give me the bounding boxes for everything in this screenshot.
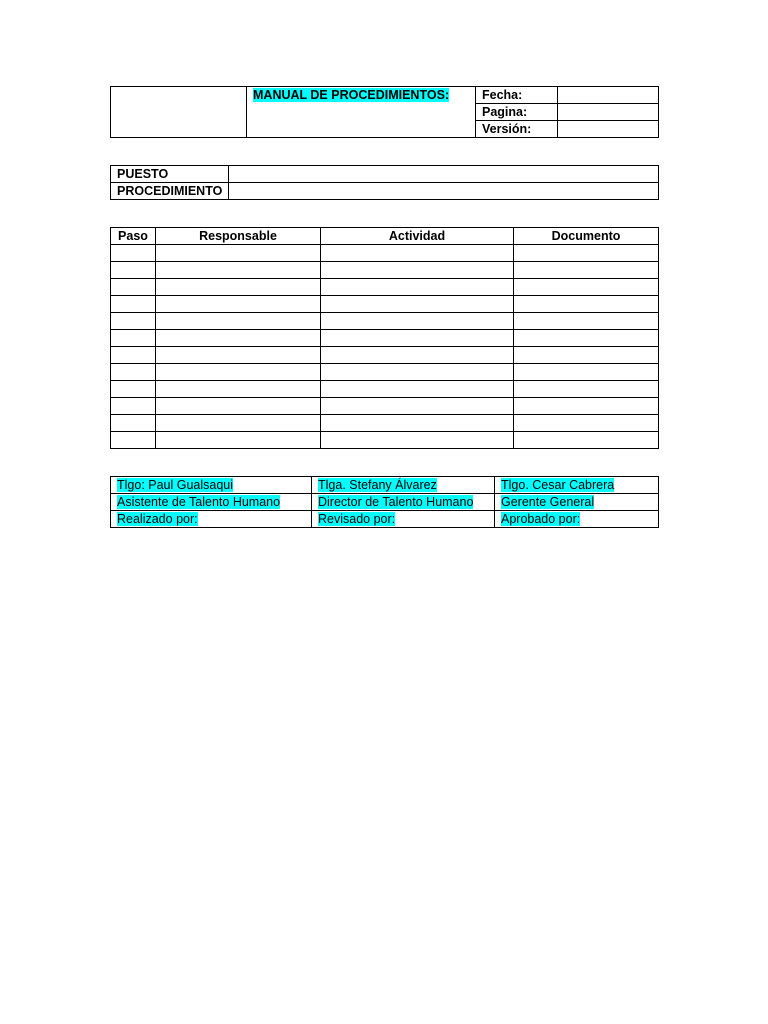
signature-action-cell: [495, 511, 659, 528]
column-header-actividad: Actividad: [321, 228, 514, 245]
signature-name-revisado: Tlga. Stefany Álvarez: [318, 478, 437, 492]
column-header-responsable: Responsable: [156, 228, 321, 245]
version-label: Versión:: [476, 121, 558, 138]
steps-table: [110, 227, 659, 449]
table-cell: [321, 415, 514, 432]
table-row: [111, 415, 659, 432]
table-cell: [111, 245, 156, 262]
manual-title: MANUAL DE PROCEDIMIENTOS:: [253, 88, 450, 102]
signature-role-aprobado: Gerente General: [501, 495, 595, 509]
steps-header-row: [111, 228, 659, 245]
table-row: [111, 245, 659, 262]
signature-roles-row: [111, 494, 659, 511]
table-cell: [514, 262, 659, 279]
signature-name-cell: [495, 477, 659, 494]
table-cell: [514, 313, 659, 330]
table-cell: [156, 296, 321, 313]
signature-names-row: [111, 477, 659, 494]
signature-role-cell: [495, 494, 659, 511]
table-cell: [514, 398, 659, 415]
signature-action-cell: [111, 511, 312, 528]
revisado-por-label: Revisado por:: [318, 512, 396, 526]
table-cell: [156, 313, 321, 330]
column-header-paso: Paso: [111, 228, 156, 245]
table-cell: [321, 347, 514, 364]
table-cell: [111, 347, 156, 364]
puesto-value: [229, 166, 659, 183]
signature-action-cell: [312, 511, 495, 528]
table-row: [111, 398, 659, 415]
table-cell: [321, 245, 514, 262]
version-value: [558, 121, 659, 138]
table-row: [111, 364, 659, 381]
table-row: [111, 262, 659, 279]
table-cell: [514, 347, 659, 364]
signature-name-realizado: Tlgo: Paul Gualsaqui: [117, 478, 234, 492]
column-header-documento: Documento: [514, 228, 659, 245]
table-cell: [156, 262, 321, 279]
table-cell: [156, 398, 321, 415]
table-cell: [111, 330, 156, 347]
table-cell: [111, 398, 156, 415]
table-cell: [514, 381, 659, 398]
table-cell: [321, 398, 514, 415]
steps-body: [111, 245, 659, 449]
realizado-por-label: Realizado por:: [117, 512, 198, 526]
table-cell: [321, 330, 514, 347]
aprobado-por-label: Aprobado por:: [501, 512, 581, 526]
signature-name-cell: [111, 477, 312, 494]
table-cell: [321, 364, 514, 381]
logo-cell: [111, 87, 247, 138]
table-cell: [111, 364, 156, 381]
table-cell: [111, 262, 156, 279]
table-cell: [111, 381, 156, 398]
fecha-value: [558, 87, 659, 104]
signature-role-revisado: Director de Talento Humano: [318, 495, 474, 509]
table-cell: [156, 415, 321, 432]
table-row: [111, 313, 659, 330]
pagina-value: [558, 104, 659, 121]
table-cell: [321, 279, 514, 296]
procedimiento-value: [229, 183, 659, 200]
table-cell: [321, 296, 514, 313]
signature-role-cell: [111, 494, 312, 511]
table-cell: [321, 313, 514, 330]
table-cell: [156, 381, 321, 398]
table-cell: [111, 415, 156, 432]
table-cell: [156, 347, 321, 364]
table-cell: [514, 245, 659, 262]
pagina-label: Pagina:: [476, 104, 558, 121]
table-cell: [156, 330, 321, 347]
header-table: [110, 86, 659, 138]
table-cell: [111, 279, 156, 296]
table-cell: [111, 432, 156, 449]
signature-name-aprobado: Tlgo. Cesar Cabrera: [501, 478, 615, 492]
fecha-label: Fecha:: [476, 87, 558, 104]
table-row: [111, 432, 659, 449]
table-cell: [156, 279, 321, 296]
procedimiento-label: PROCEDIMIENTO: [111, 183, 229, 200]
table-cell: [514, 415, 659, 432]
signature-role-realizado: Asistente de Talento Humano: [117, 495, 281, 509]
table-cell: [156, 245, 321, 262]
manual-title-cell: [247, 87, 476, 138]
table-cell: [514, 330, 659, 347]
signature-role-cell: [312, 494, 495, 511]
table-cell: [321, 262, 514, 279]
table-row: [111, 296, 659, 313]
table-cell: [514, 364, 659, 381]
table-cell: [156, 432, 321, 449]
table-row: [111, 330, 659, 347]
table-cell: [321, 432, 514, 449]
signatures-table: [110, 476, 659, 528]
table-cell: [156, 364, 321, 381]
table-cell: [514, 432, 659, 449]
table-cell: [514, 296, 659, 313]
table-cell: [111, 313, 156, 330]
info-table: [110, 165, 659, 200]
table-cell: [514, 279, 659, 296]
signature-name-cell: [312, 477, 495, 494]
table-row: [111, 381, 659, 398]
table-cell: [321, 381, 514, 398]
signature-actions-row: [111, 511, 659, 528]
puesto-label: PUESTO: [111, 166, 229, 183]
table-cell: [111, 296, 156, 313]
table-row: [111, 347, 659, 364]
table-row: [111, 279, 659, 296]
